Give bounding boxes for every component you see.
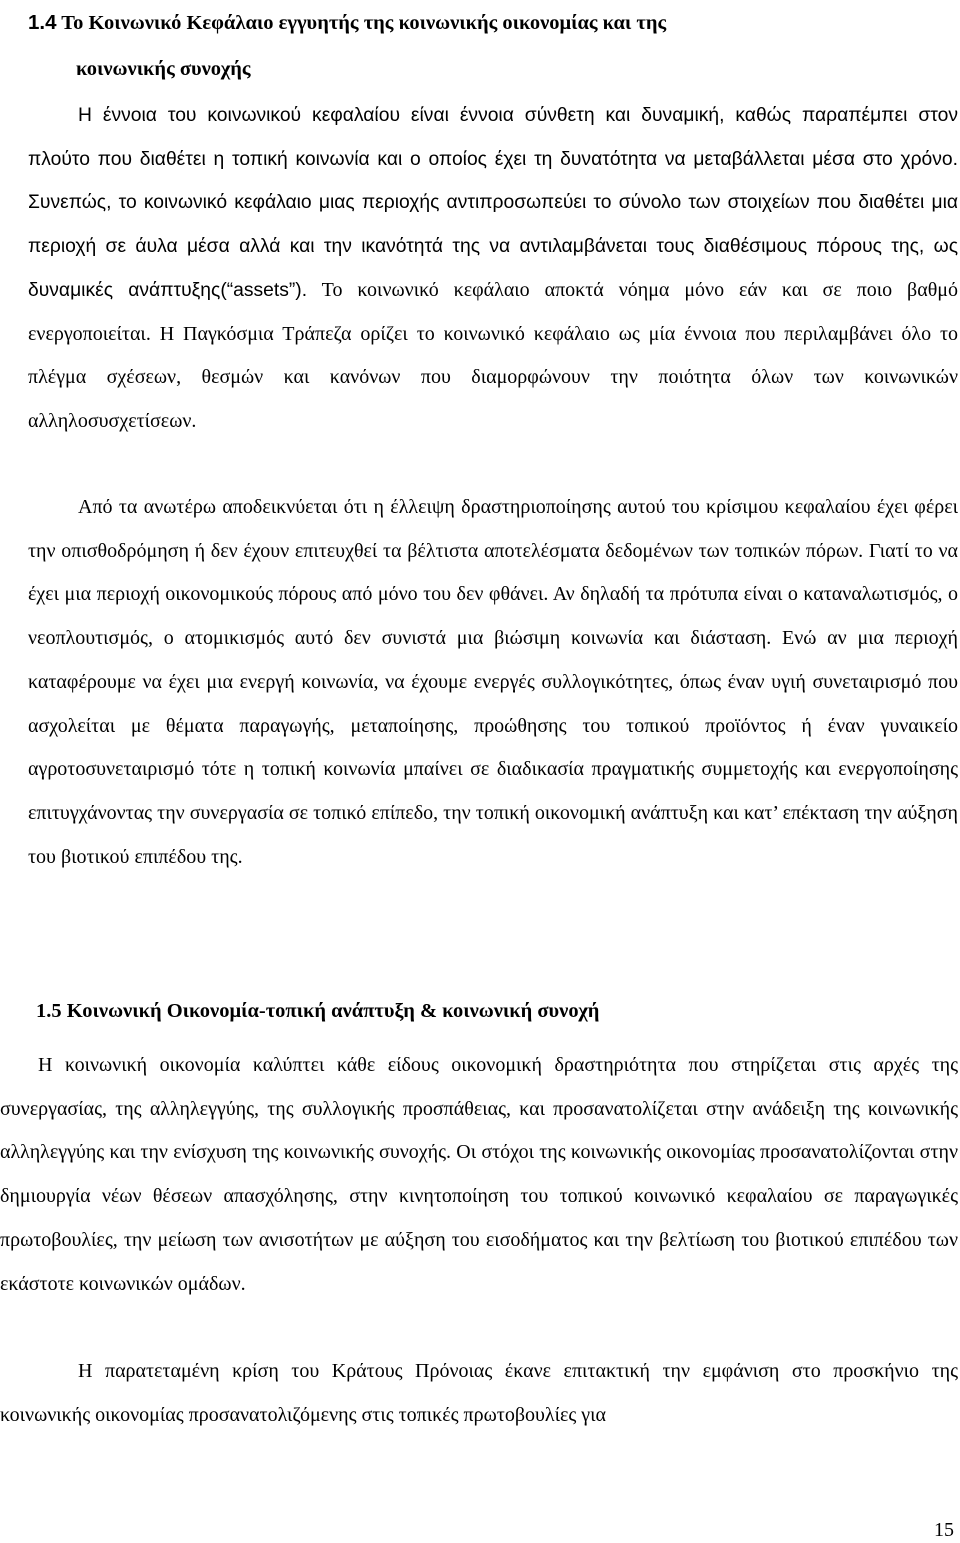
paragraph-sentence: Η έννοια του κοινωνικού κεφαλαίου είναι έννοια σύνθετη και δυναμική, καθώς παραπέμπει στον πλούτο που διαθέτει η τοπική κοινωνία και ο οποίος έχει τη δυνατότητα να μεταβάλλεται μέσα στο χρόνο.: [28, 105, 958, 170]
paragraph-social-capital-definition: [28, 94, 958, 444]
section-number: 1.4: [28, 11, 57, 34]
section-title-line2: κοινωνικής συνοχής: [76, 58, 251, 80]
section-title-line1: Το Κοινωνικό Κεφάλαιο εγγυητής της κοινωνικής οικονομίας και της: [61, 12, 667, 34]
section-heading-1-4: [28, 0, 958, 92]
paragraph-consequences: [28, 486, 958, 879]
paragraph-text: Η παρατεταμένη κρίση του Κράτους Πρόνοιας έκανε επιτακτική την εμφάνιση στο προσκήνιο της κοινωνικής οικονομίας προσανατολιζόμενης στις τοπικές πρωτοβουλίες για: [0, 1360, 958, 1426]
paragraph-sentence: Το κοινωνικό κεφάλαιο αποκτά νόημα μόνο εάν και σε ποιο βαθμό ενεργοποιείται.: [28, 278, 959, 345]
paragraph-welfare-crisis: [0, 1350, 958, 1437]
paragraph-sentence: Συνεπώς, το κοινωνικό κεφάλαιο μιας περιοχής αντιπροσωπεύει το σύνολο των στοιχείων που διαθέτει μια περιοχή σε άυλα μέσα αλλά και την ικανότητά της να αντιλαμβάνεται τους διαθέσιμους πόρους της, ως δυναμικές ανάπτυξης(“assets”).: [28, 192, 958, 301]
paragraph-social-economy: [0, 1044, 958, 1306]
page-number: 15: [934, 1519, 954, 1541]
paragraph-text: Από τα ανωτέρω αποδεικνύεται ότι η έλλειψη δραστηριοποίησης αυτού του κρίσιμου κεφαλαίου έχει φέρει την οπισθοδρόμηση ή δεν έχουν επιτευχθεί τα βέλτιστα αποτελέσματα δεδομένων των τοπικών πόρων. Γιατί το να έχει μια περιοχή οικονομικούς πόρους από μόνο του δεν φθάνει. Αν δηλαδή τα πρότυπα είναι ο καταναλωτισμός, ο νεοπλουτισμός, ο ατομικισμός αυτό δεν συνιστά μια βιώσιμη κοινωνία και διάσταση. Ενώ αν μια περιοχή καταφέρουμε να έχει μια ενεργή κοινωνία, να έχουμε ενεργές συλλογικότητες, όπως έναν υγιή συνεταιρισμό που ασχολείται με θέματα παραγωγής, μεταποίησης, προώθησης του τοπικού προϊόντος ή έναν γυναικείο αγροτοσυνεταιρισμό τότε η τοπική κοινωνία μπαίνει σε διαδικασία πραγματικής συμμετοχής και ενεργοποίησης επιτυγχάνοντας την συνεργασία σε τοπικό επίπεδο, την τοπική οικονομική ανάπτυξη και κατ’ επέκταση την αύξηση του βιοτικού επιπέδου της.: [28, 496, 958, 868]
paragraph-sentence: Η Παγκόσμια Τράπεζα ορίζει το κοινωνικό κεφάλαιο ως μία έννοια που περιλαμβάνει όλο το πλέγμα σχέσεων, θεσμών και κανόνων που διαμορφώνουν την ποιότητα όλων των κοινωνικών αλληλοσυσχετίσεων.: [28, 322, 958, 432]
paragraph-text: Η κοινωνική οικονομία καλύπτει κάθε είδους οικονομική δραστηριότητα που στηρίζεται στις αρχές της συνεργασίας, της αλληλεγγύης, της συλλογικής προσπάθειας, και προσανατολίζεται στην ανάδειξη της κοινωνικής αλληλεγγύης και την ενίσχυση της κοινωνικής συνοχής. Οι στόχοι της κοινωνικής οικονομίας προσανατολίζονται στην δημιουργία νέων θέσεων απασχόλησης, στην κινητοποίηση του τοπικού κοινωνικό κεφαλαίου σε παραγωγικές πρωτοβουλίες, την μείωση των ανισοτήτων με αύξηση του εισοδήματος και την βελτίωση του βιοτικού επιπέδου των εκάστοτε κοινωνικών ομάδων.: [0, 1054, 958, 1295]
section-heading-1-5: 1.5 Κοινωνική Οικονομία-τοπική ανάπτυξη & κοινωνική συνοχή: [36, 1000, 600, 1022]
